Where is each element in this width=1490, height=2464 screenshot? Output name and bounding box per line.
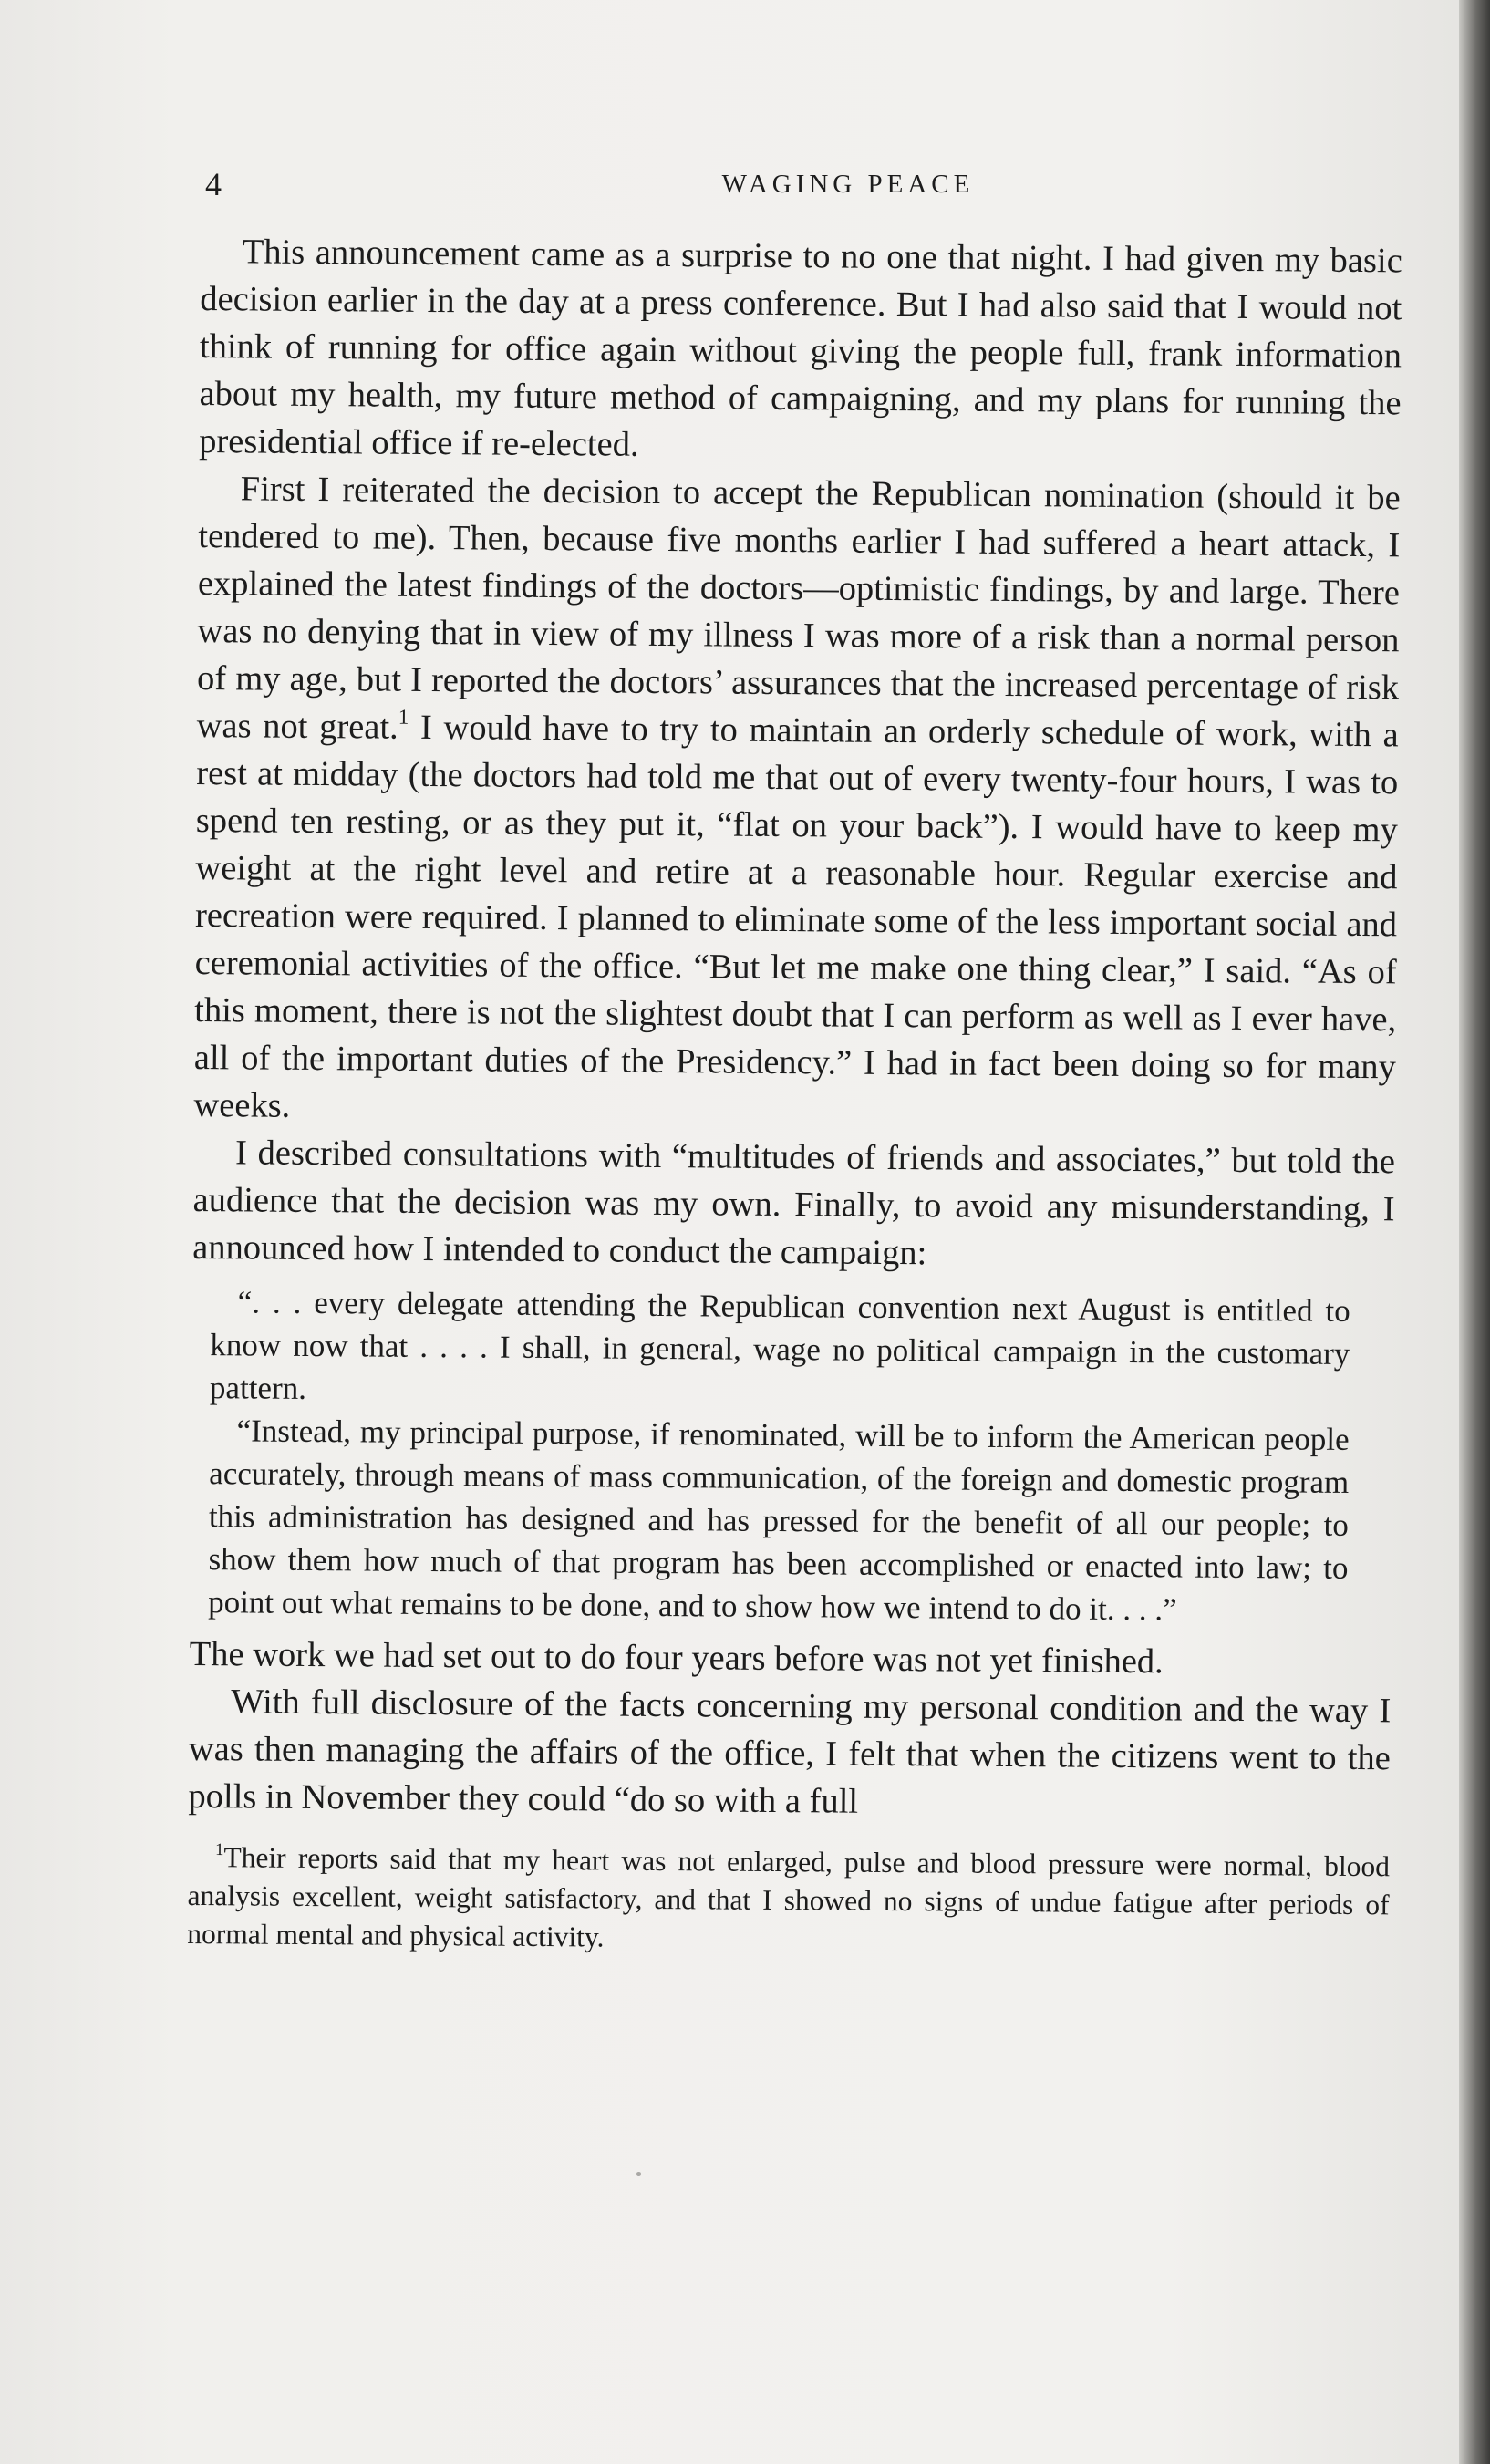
paper-speck	[636, 2172, 641, 2176]
paragraph-2-text: First I reiterated the decision to accept the Republican nomination (should it be tendered to me). Then, because five months earlier I had suffered a heart attack, I explained the latest findings of the doctors—optimistic findings, by and large. There was no denying that in view of my illness I was more of a risk than a normal person of my age, but I reported the doctors’ assurances that the increased percentage of risk was not great.	[196, 470, 1401, 747]
book-spine-shadow	[1459, 0, 1490, 2464]
body-text	[187, 228, 1402, 1962]
paragraph-2	[193, 465, 1401, 1138]
paragraph-3: I described consultations with “multitudes of friends and associates,” but told the audience that the decision was my own. Finally, to avoid any misunderstanding, I announced how I intended to conduct the campaign:	[192, 1134, 1396, 1273]
paragraph-5: With full disclosure of the facts concerning my personal condition and the way I was then managing the affairs of the office, I felt that when the citizens went to the polls in November they could “do so with a full	[188, 1682, 1392, 1821]
page-header	[205, 162, 1400, 206]
paragraph-4: The work we had set out to do four years before was not yet finished.	[189, 1634, 1164, 1682]
paragraph-2-continued: I would have to try to maintain an orderly schedule of work, with a rest at midday (the doctors had told me that out of every twenty-four hours, I was to spend ten resting, or as they put it, “flat on your back”). I would have to keep my weight at the right level and retire at a reasonable hour. Regular exercise and recreation were required. I planned to eliminate some of the less important social and ceremonial activities of the office. “But let me make one thing clear,” I said. “As of this moment, there is not the slightest doubt that I can perform as well as I ever have, all of the important duties of the Presidency.” I had in fact been doing so for many weeks.	[193, 708, 1399, 1125]
footnote	[187, 1838, 1390, 1962]
quote-paragraph-1: “. . . every delegate attending the Republican convention next August is entitled to know now that . . . . I shall, in general, wage no political campaign in the customary pattern.	[209, 1284, 1350, 1406]
paragraph-1: This announcement came as a surprise to no one that night. I had given my basic decision earlier in the day at a press conference. But I had also said that I would not think of running for office again without giving the people full, frank information about my health, my future method of campaigning, and my plans for running the presidential office if re-elected.	[198, 233, 1402, 464]
block-quote	[208, 1280, 1350, 1632]
page-number: 4	[205, 166, 222, 202]
footnote-reference: 1	[398, 704, 409, 729]
running-title: WAGING PEACE	[721, 170, 975, 199]
quote-paragraph-2: “Instead, my principal purpose, if renominated, will be to inform the American people accurately, through means of mass communication, of the foreign and domestic program this administration has designed and has pressed for the benefit of all our people; to show them how much of that program has been accomplished or enacted into law; to point out what remains to be done, and to show how we intend to do it. . . .”	[208, 1413, 1350, 1628]
footnote-mark: 1	[214, 1839, 224, 1860]
footnote-text	[187, 1838, 1390, 1962]
footnote-body: Their reports said that my heart was not enlarged, pulse and blood pressure were normal, blood analysis excellent, weight satisfactory, and that I showed no signs of undue fatigue after periods of normal mental and physical activity.	[187, 1841, 1391, 1953]
